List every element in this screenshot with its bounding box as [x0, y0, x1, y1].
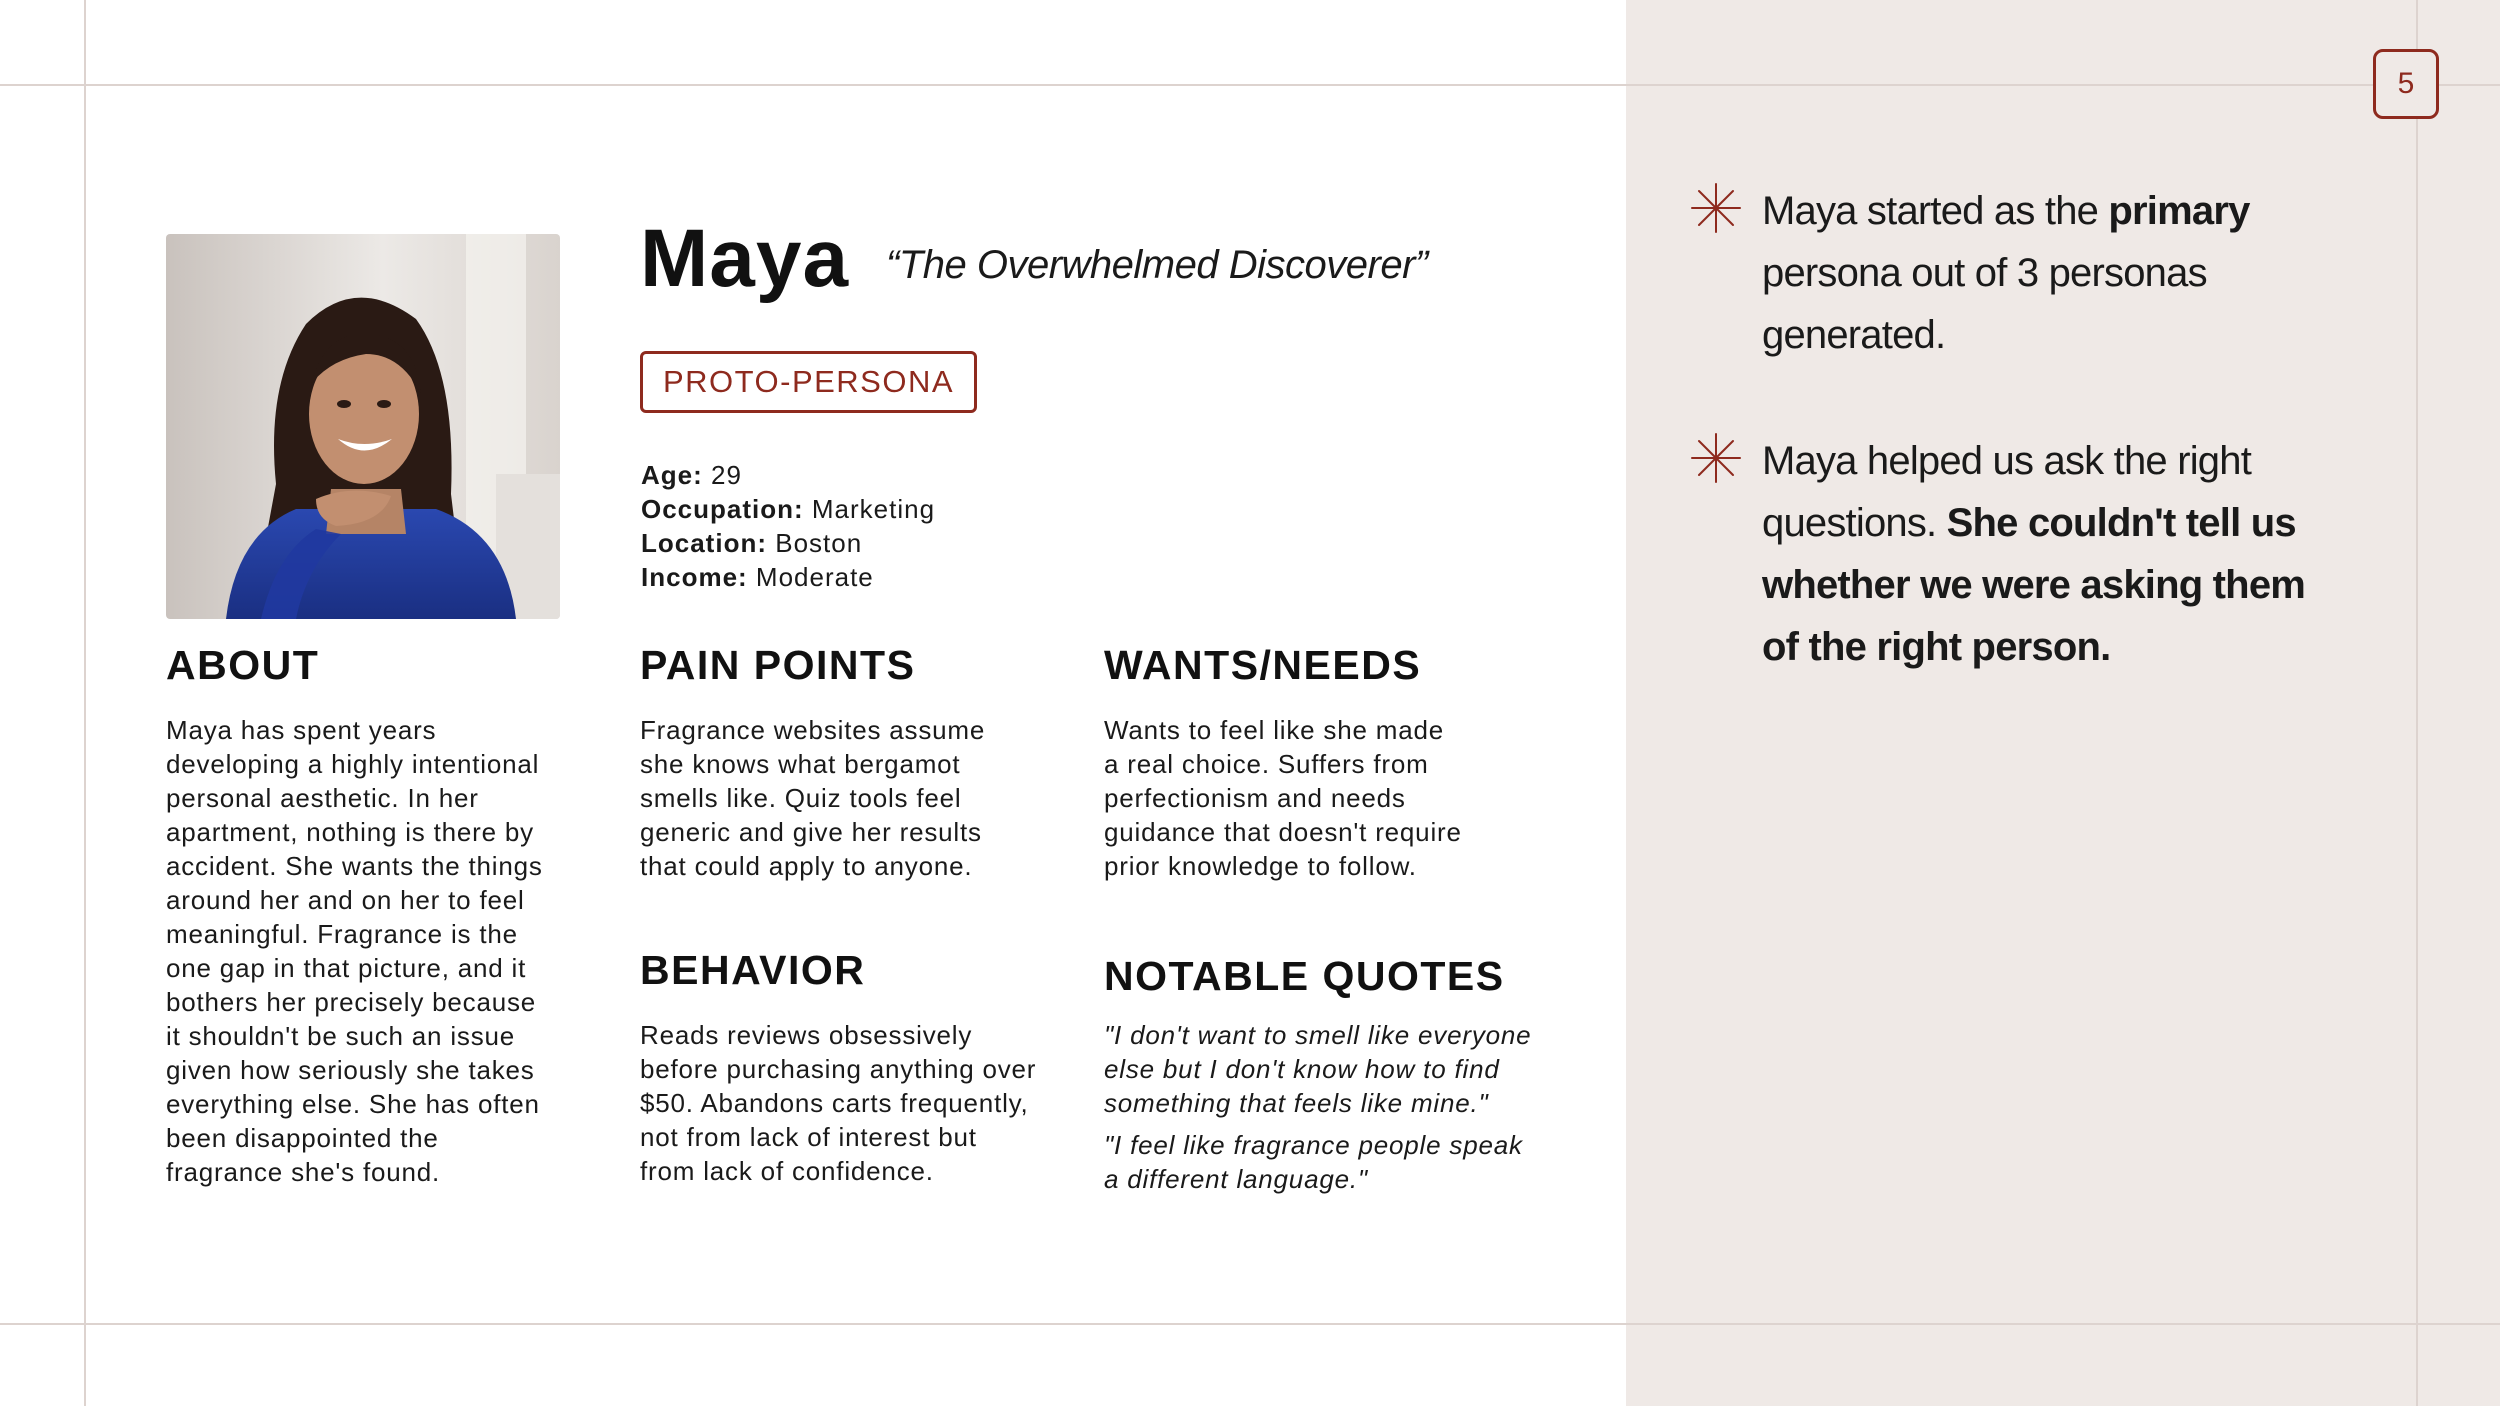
- fact-value: Moderate: [747, 562, 874, 592]
- fact-income: [641, 560, 935, 594]
- body-line: everything else. She has often: [166, 1089, 540, 1119]
- bullet-line: [1762, 242, 2332, 304]
- pain-points-heading: PAIN POINTS: [640, 642, 916, 688]
- fact-value: Boston: [767, 528, 863, 558]
- fact-label: Income:: [641, 562, 748, 592]
- text-run: persona out of 3 personas: [1762, 251, 2207, 295]
- guide-line-right: [2416, 0, 2418, 1406]
- fact-location: [641, 526, 935, 560]
- body-line: Wants to feel like she made: [1104, 715, 1445, 745]
- pain-points-body: [640, 713, 985, 883]
- sparkle-icon: [1690, 182, 1742, 234]
- body-line: Maya has spent years: [166, 715, 437, 745]
- sidebar-bullet-text: [1762, 430, 2332, 678]
- body-line: given how seriously she takes: [166, 1055, 535, 1085]
- body-line: Fragrance websites assume: [640, 715, 986, 745]
- body-line: before purchasing anything over: [640, 1054, 1037, 1084]
- bullet-line: [1762, 304, 2332, 366]
- bold-text: of the right person.: [1762, 625, 2111, 669]
- body-line: from lack of confidence.: [640, 1156, 934, 1186]
- about-heading: ABOUT: [166, 642, 320, 688]
- text-run: generated.: [1762, 313, 1946, 357]
- quote-line: "I feel like fragrance people speak: [1104, 1130, 1523, 1160]
- behavior-heading: BEHAVIOR: [640, 947, 866, 993]
- quote-line: a different language.": [1104, 1164, 1368, 1194]
- bullet-line: [1762, 554, 2332, 616]
- guide-line-top: [0, 84, 2500, 86]
- body-line: personal aesthetic. In her: [166, 783, 479, 813]
- body-line: fragrance she's found.: [166, 1157, 441, 1187]
- about-body: [166, 713, 543, 1189]
- body-line: smells like. Quiz tools feel: [640, 783, 962, 813]
- sparkle-icon: [1690, 432, 1742, 484]
- quote-line: else but I don't know how to find: [1104, 1054, 1500, 1084]
- body-line: apartment, nothing is there by: [166, 817, 534, 847]
- fact-value: 29: [702, 460, 742, 490]
- quote: [1104, 1018, 1531, 1120]
- fact-age: [641, 458, 935, 492]
- body-line: one gap in that picture, and it: [166, 953, 527, 983]
- guide-line-left: [84, 0, 86, 1406]
- fact-occupation: [641, 492, 935, 526]
- body-line: developing a highly intentional: [166, 749, 540, 779]
- persona-portrait-illustration: [166, 234, 560, 619]
- bold-text: whether we were asking them: [1762, 563, 2306, 607]
- persona-photo: [166, 234, 560, 619]
- wants-needs-heading: WANTS/NEEDS: [1104, 642, 1422, 688]
- bold-text: She couldn't tell us: [1946, 501, 2296, 545]
- guide-line-bottom: [0, 1323, 2500, 1325]
- notable-quotes-heading: NOTABLE QUOTES: [1104, 953, 1505, 999]
- fact-value: Marketing: [803, 494, 936, 524]
- body-line: $50. Abandons carts frequently,: [640, 1088, 1029, 1118]
- persona-tagline: “The Overwhelmed Discoverer”: [886, 243, 1428, 287]
- fact-label: Age:: [641, 460, 703, 490]
- body-line: that could apply to anyone.: [640, 851, 973, 881]
- body-line: not from lack of interest but: [640, 1122, 977, 1152]
- body-line: she knows what bergamot: [640, 749, 961, 779]
- text-run: Maya started as the: [1762, 189, 2109, 233]
- body-line: meaningful. Fragrance is the: [166, 919, 518, 949]
- body-line: it shouldn't be such an issue: [166, 1021, 516, 1051]
- bullet-line: [1762, 616, 2332, 678]
- fact-label: Occupation:: [641, 494, 804, 524]
- body-line: prior knowledge to follow.: [1104, 851, 1417, 881]
- sidebar-bullet-text: [1762, 180, 2332, 366]
- text-run: questions.: [1762, 501, 1947, 545]
- bullet-line: [1762, 180, 2332, 242]
- body-line: generic and give her results: [640, 817, 982, 847]
- bullet-line: [1762, 430, 2332, 492]
- notable-quotes-body: [1104, 1018, 1531, 1204]
- quote: [1104, 1128, 1531, 1196]
- body-line: been disappointed the: [166, 1123, 439, 1153]
- bullet-line: [1762, 492, 2332, 554]
- body-line: bothers her precisely because: [166, 987, 537, 1017]
- quote-line: "I don't want to smell like everyone: [1104, 1020, 1532, 1050]
- persona-facts: [641, 458, 935, 594]
- body-line: around her and on her to feel: [166, 885, 525, 915]
- body-line: Reads reviews obsessively: [640, 1020, 973, 1050]
- bold-text: primary: [2108, 189, 2250, 233]
- body-line: guidance that doesn't require: [1104, 817, 1462, 847]
- body-line: accident. She wants the things: [166, 851, 543, 881]
- fact-label: Location:: [641, 528, 767, 558]
- behavior-body: [640, 1018, 1036, 1188]
- page-number: 5: [2373, 49, 2439, 119]
- body-line: a real choice. Suffers from: [1104, 749, 1429, 779]
- body-line: perfectionism and needs: [1104, 783, 1406, 813]
- wants-needs-body: [1104, 713, 1462, 883]
- text-run: Maya helped us ask the right: [1762, 439, 2252, 483]
- persona-name: Maya: [640, 213, 850, 304]
- quote-line: something that feels like mine.": [1104, 1088, 1489, 1118]
- proto-persona-badge: PROTO-PERSONA: [640, 351, 977, 413]
